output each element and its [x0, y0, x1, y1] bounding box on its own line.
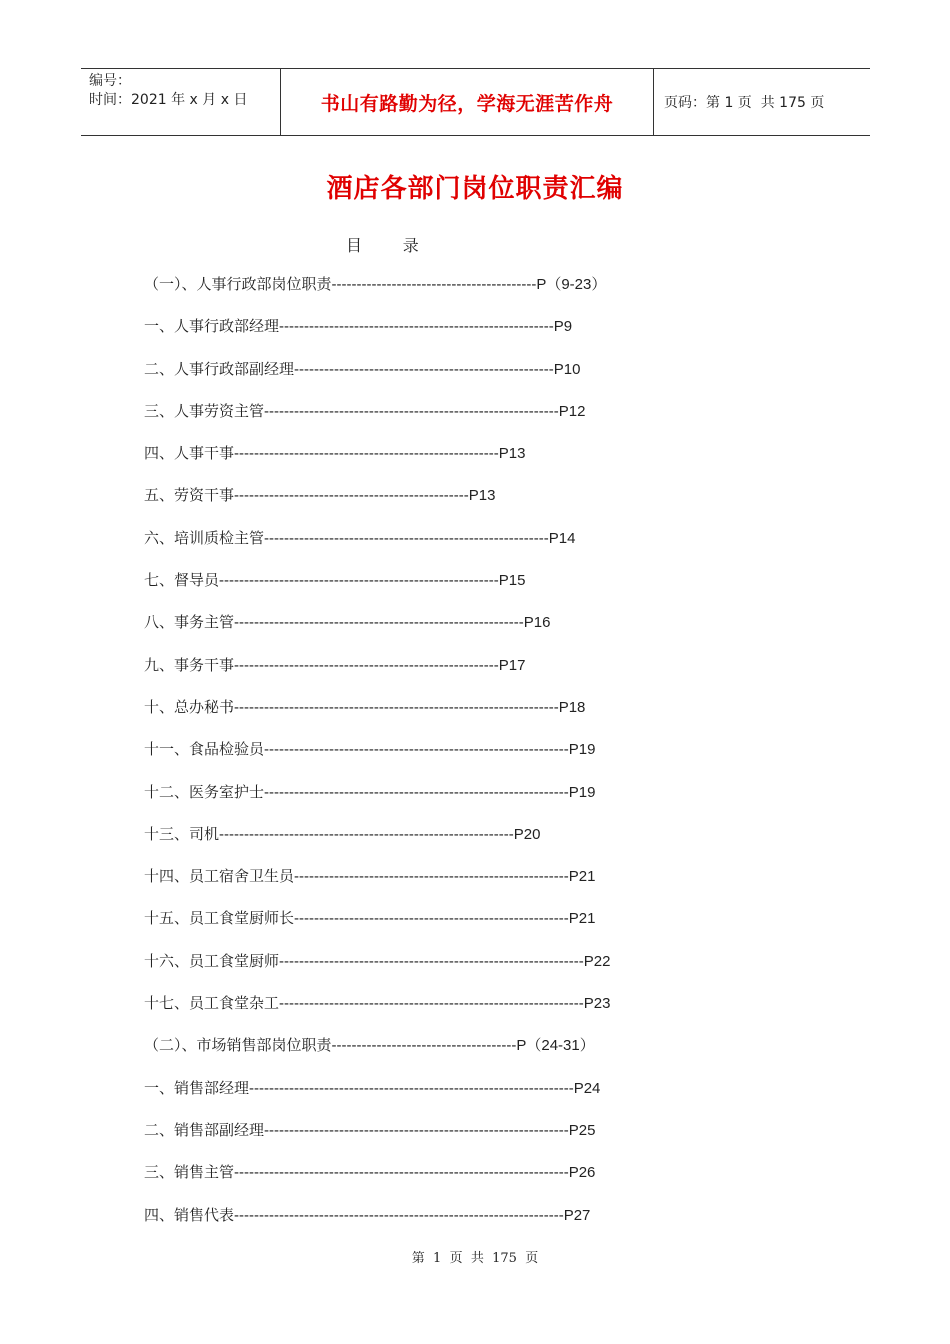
toc-entry-title: 十三、司机 [144, 824, 220, 843]
toc-entry-title: 二、人事行政部副经理 [144, 359, 295, 378]
toc-entry[interactable] [144, 864, 824, 906]
page-footer [0, 1247, 950, 1266]
toc-entry-title: 二、销售部副经理 [144, 1120, 265, 1139]
toc-entry-leader: ------------------------------------------------------- [279, 318, 554, 336]
toc-entry-title: 十五、员工食堂厨师长 [144, 909, 295, 928]
toc-entry-page: P23 [583, 995, 611, 1013]
toc-entry-title: 十二、医务室护士 [144, 782, 265, 801]
toc-entry-leader: ----------------------------------------------------------- [264, 402, 559, 420]
toc-entry-title: 四、人事干事 [144, 444, 235, 463]
toc-entry-page: P14 [548, 529, 576, 547]
toc-entry-page: P21 [568, 910, 596, 928]
table-of-contents [144, 272, 824, 1245]
toc-entry-page: P9 [553, 318, 573, 336]
toc-entry-leader: ------------------------------------------------------------- [264, 1121, 569, 1139]
toc-entry-leader: ------------------------------------------------------------- [264, 741, 569, 759]
toc-entry-title: 一、销售部经理 [144, 1078, 250, 1097]
toc-entry-page: P19 [568, 783, 596, 801]
toc-entry-leader: ----------------------------------------------------- [234, 445, 499, 463]
toc-entry[interactable] [144, 653, 824, 695]
toc-entry[interactable] [144, 1118, 824, 1160]
toc-entry-leader: ----------------------------------------------------------- [219, 825, 514, 843]
toc-entry-title: 九、事务干事 [144, 655, 235, 674]
header-page-info [654, 69, 870, 135]
toc-entry[interactable] [144, 1033, 824, 1075]
toc-entry[interactable] [144, 526, 824, 568]
toc-entry-page: P24 [573, 1079, 601, 1097]
toc-entry[interactable] [144, 610, 824, 652]
toc-entry-leader: ------------------------------------------------------------- [279, 995, 584, 1013]
toc-entry[interactable] [144, 1203, 824, 1245]
toc-entry[interactable] [144, 991, 824, 1033]
toc-entry-leader: ------------------------------------------------------------------ [234, 1206, 564, 1224]
header-meta [81, 69, 281, 135]
document-number-label: 编号： [89, 73, 131, 89]
toc-entry-page: P26 [568, 1164, 596, 1182]
toc-entry[interactable] [144, 357, 824, 399]
toc-entry-page: P19 [568, 741, 596, 759]
toc-entry-leader: ------------------------------------------------------- [294, 868, 569, 886]
toc-entry-title: （一）、人事行政部岗位职责 [144, 275, 332, 293]
toc-entry-page: P27 [563, 1206, 591, 1224]
toc-entry-page: P12 [558, 402, 586, 420]
toc-entry[interactable] [144, 780, 824, 822]
toc-entry-leader: --------------------------------------------------------- [264, 529, 549, 547]
toc-entry-page: P18 [558, 698, 586, 716]
toc-entry-title: 十六、员工食堂厨师 [144, 951, 280, 970]
toc-entry[interactable] [144, 695, 824, 737]
document-title: 酒店各部门岗位职责汇编 [326, 174, 624, 204]
toc-entry-title: （二）、市场销售部岗位职责 [144, 1036, 332, 1055]
toc-entry-page: P13 [498, 445, 526, 463]
toc-entry-title: 十七、员工食堂杂工 [144, 994, 280, 1013]
toc-entry-leader: ----------------------------------------------------------------- [234, 698, 559, 716]
toc-entry-title: 六、培训质检主管 [144, 528, 265, 547]
toc-entry-title: 七、督导员 [144, 571, 220, 590]
toc-entry[interactable] [144, 272, 824, 314]
document-time-label: 时间：2021 年 x 月 x 日 [89, 92, 248, 108]
toc-entry-leader: ----------------------------------------- [331, 276, 537, 293]
toc-entry-page: P22 [583, 952, 611, 970]
toc-entry-title: 三、人事劳资主管 [144, 401, 265, 420]
toc-entry[interactable] [144, 568, 824, 610]
toc-entry[interactable] [144, 1076, 824, 1118]
toc-entry[interactable] [144, 441, 824, 483]
toc-entry-title: 十四、员工宿舍卫生员 [144, 867, 295, 886]
toc-entry-leader: -------------------------------------------------------- [219, 572, 499, 590]
header-motto: 书山有路勤为径，学海无涯苦作舟 [281, 69, 654, 135]
page-footer-text: 第 1 页 共 175 页 [411, 1251, 539, 1266]
toc-entry-title: 一、人事行政部经理 [144, 317, 280, 336]
toc-entry-title: 三、销售主管 [144, 1163, 235, 1182]
toc-entry-title: 四、销售代表 [144, 1205, 235, 1224]
toc-entry-leader: ------------------------------------------------------- [294, 910, 569, 928]
toc-entry[interactable] [144, 822, 824, 864]
toc-entry[interactable] [144, 949, 824, 991]
toc-entry-page: P15 [498, 572, 526, 590]
toc-entry-page: P（24-31） [516, 1037, 595, 1055]
toc-entry-title: 十一、食品检验员 [144, 740, 265, 759]
toc-entry[interactable] [144, 1160, 824, 1202]
toc-entry-page: P21 [568, 868, 596, 886]
toc-entry-title: 五、劳资干事 [144, 486, 235, 505]
toc-entry-leader: ----------------------------------------------------------------- [249, 1079, 574, 1097]
toc-entry-page: P25 [568, 1121, 596, 1139]
toc-entry-page: P13 [468, 487, 496, 505]
toc-entry-leader: ----------------------------------------------- [234, 487, 469, 505]
toc-entry-leader: ------------------------------------------------------------- [279, 952, 584, 970]
toc-heading: 目 录 [346, 236, 419, 255]
toc-entry-leader: ----------------------------------------------------- [234, 656, 499, 674]
toc-entry-page: P20 [513, 825, 541, 843]
toc-entry-page: P17 [498, 656, 526, 674]
toc-entry-page: P（9-23） [536, 276, 607, 293]
toc-entry[interactable] [144, 314, 824, 356]
toc-entry[interactable] [144, 399, 824, 441]
toc-entry-leader: ------------------------------------- [331, 1037, 517, 1055]
toc-entry-title: 十、总办秘书 [144, 697, 235, 716]
toc-entry[interactable] [144, 737, 824, 779]
header-page-info-text: 页码：第 1 页 共 175 页 [664, 95, 825, 111]
toc-entry[interactable] [144, 483, 824, 525]
toc-entry-title: 八、事务主管 [144, 613, 235, 632]
toc-entry-leader: ---------------------------------------------------- [294, 360, 554, 378]
header-table [81, 68, 870, 136]
toc-entry-page: P16 [523, 614, 551, 632]
toc-entry-leader: ------------------------------------------------------------- [264, 783, 569, 801]
toc-entry-leader: ---------------------------------------------------------- [234, 614, 524, 632]
toc-entry-leader: ------------------------------------------------------------------- [234, 1164, 569, 1182]
toc-entry-page: P10 [553, 360, 581, 378]
toc-entry[interactable] [144, 906, 824, 948]
